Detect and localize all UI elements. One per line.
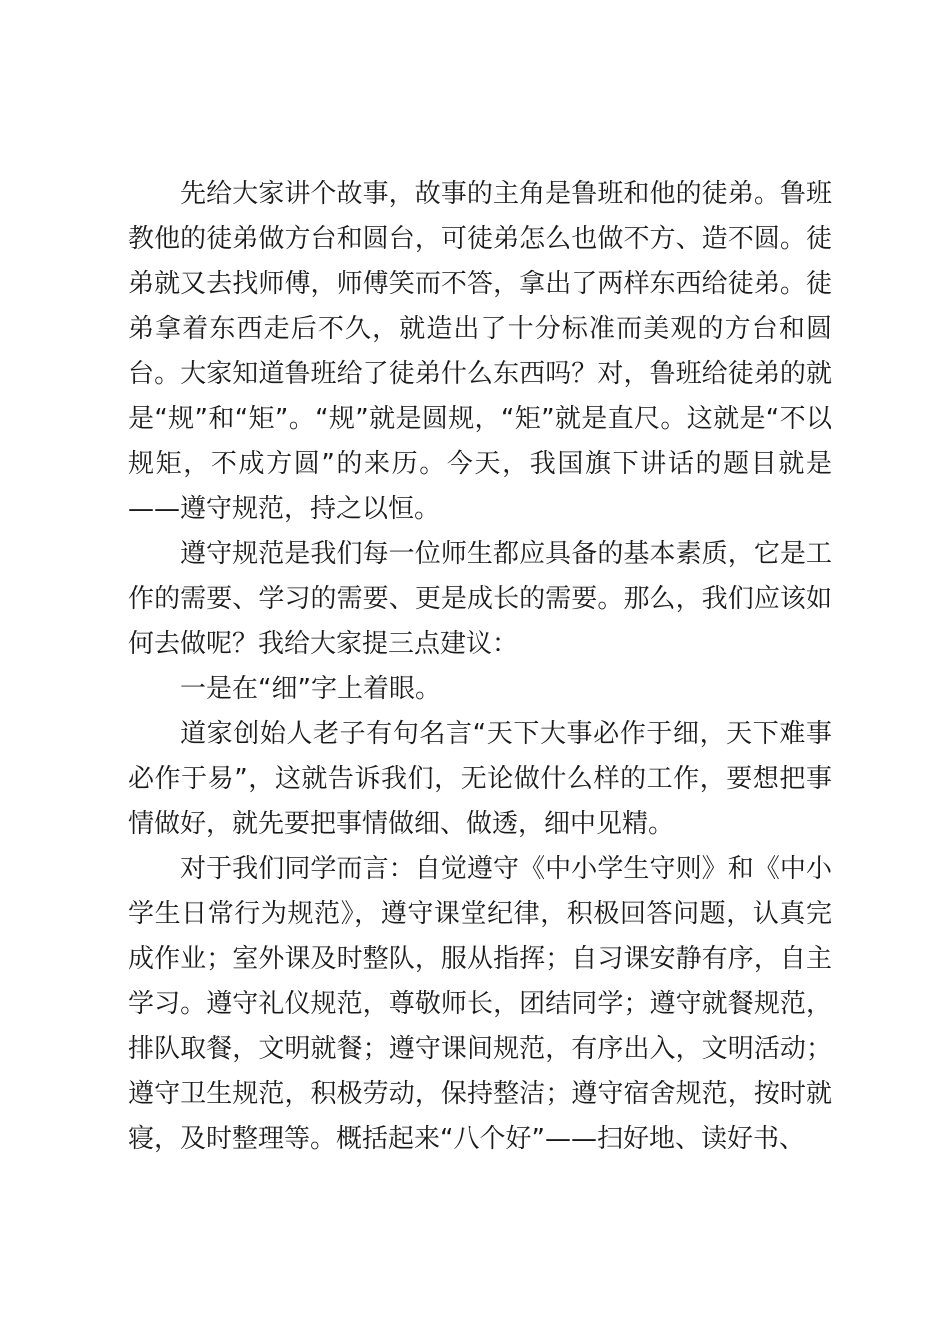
body-text [128, 172, 832, 1162]
paragraph-importance: 遵守规范是我们每一位师生都应具备的基本素质，它是工作的需要、学习的需要、更是成长的需要。那么，我们应该如何去做呢？我给大家提三点建议： [128, 539, 832, 659]
paragraph-point-one-heading: 一是在“细”字上着眼。 [180, 674, 441, 704]
paragraph-story: 先给大家讲个故事，故事的主角是鲁班和他的徒弟。鲁班教他的徒弟做方台和圆台，可徒弟怎么也做不方、造不圆。徒弟就又去找师傅，师傅笑而不答，拿出了两样东西给徒弟。徒弟拿着东西走后不久，就造出了十分标准而美观的方台和圆台。大家知道鲁班给了徒弟什么东西吗？对，鲁班给徒弟的就是“规”和“矩”。“规”就是圆规，“矩”就是直尺。这就是“不以规矩，不成方圆”的来历。今天，我国旗下讲话的题目就是——遵守规范，持之以恒。 [128, 179, 832, 524]
paragraph-student-rules: 对于我们同学而言：自觉遵守《中小学生守则》和《中小学生日常行为规范》，遵守课堂纪律，积极回答问题，认真完成作业；室外课及时整队，服从指挥；自习课安静有序，自主学习。遵守礼仪规范，尊敬师长，团结同学；遵守就餐规范，排队取餐，文明就餐；遵守课间规范，有序出入，文明活动；遵守卫生规范，积极劳动，保持整洁；遵守宿舍规范，按时就寝，及时整理等。概括起来“八个好”——扫好地、读好书、 [128, 854, 832, 1154]
paragraph-laozi-quote: 道家创始人老子有句名言“天下大事必作于细，天下难事必作于易”，这就告诉我们，无论做什么样的工作，要想把事情做好，就先要把事情做细、做透，细中见精。 [128, 719, 832, 839]
